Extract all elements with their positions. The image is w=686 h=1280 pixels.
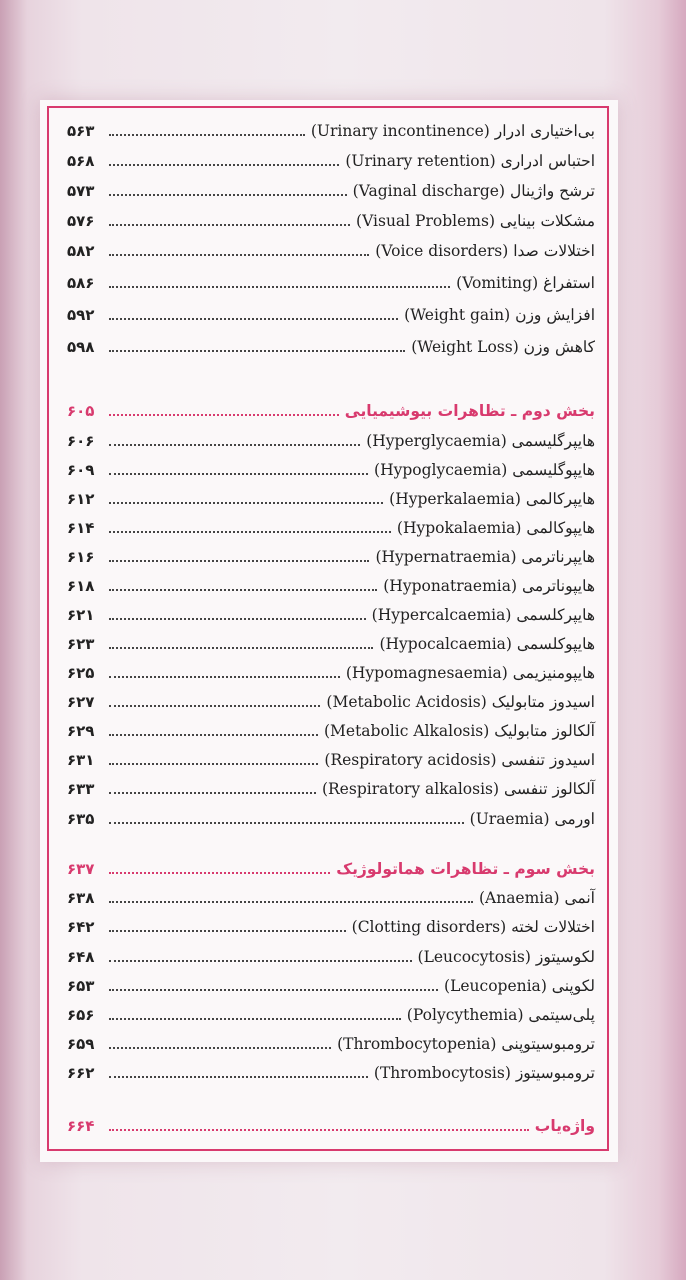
toc-entry-page: ۶۴۲ xyxy=(67,918,95,936)
toc-entry[interactable] xyxy=(67,658,595,688)
toc-entry[interactable] xyxy=(67,484,595,514)
toc-entry-title: هایپرناترمی (Hypernatraemia) xyxy=(375,548,595,566)
book-page xyxy=(40,100,618,1162)
toc-entry-page: ۵۸۶ xyxy=(67,274,95,292)
toc-glossary[interactable] xyxy=(67,1111,595,1141)
toc-entry[interactable] xyxy=(67,206,595,236)
toc-entry[interactable] xyxy=(67,883,595,913)
dot-leader xyxy=(109,676,340,678)
section-title: بخش دوم ـ تظاهرات بیوشیمیایی xyxy=(344,402,595,420)
dot-leader xyxy=(109,618,366,620)
toc-entry[interactable] xyxy=(67,300,595,330)
toc-entry-title: بی‌اختیاری ادرار (Urinary incontinence) xyxy=(310,122,595,140)
dot-leader xyxy=(109,224,350,226)
toc-entry-page: ۵۷۶ xyxy=(67,212,95,230)
toc-entry[interactable] xyxy=(67,426,595,456)
toc-entry[interactable] xyxy=(67,629,595,659)
toc-entry-page: ۶۱۸ xyxy=(67,577,95,595)
toc-entry[interactable] xyxy=(67,116,595,146)
toc-entry-title: هایپوکالمی (Hypokalaemia) xyxy=(396,519,595,537)
dot-leader xyxy=(109,473,368,475)
toc-entry[interactable] xyxy=(67,236,595,266)
toc-entry-title: لکوسیتوز (Leucocytosis) xyxy=(417,948,595,966)
toc-entry-title: هایپوگلیسمی (Hypoglycaemia) xyxy=(374,461,595,479)
toc-entry-page: ۶۲۵ xyxy=(67,664,95,682)
toc-entry-title: اسیدوز تنفسی (Respiratory acidosis) xyxy=(324,751,595,769)
toc-entry[interactable] xyxy=(67,455,595,485)
toc-entry[interactable] xyxy=(67,804,595,834)
toc-entry-page: ۶۰۹ xyxy=(67,461,95,479)
toc-entry-title: هایپرگلیسمی (Hyperglycaemia) xyxy=(366,432,595,450)
dot-leader xyxy=(109,1047,331,1049)
toc-entry-page: ۶۲۳ xyxy=(67,635,95,653)
toc-entry-page: ۶۲۷ xyxy=(67,693,95,711)
dot-leader xyxy=(109,502,383,504)
toc-entry-page: ۶۲۹ xyxy=(67,722,95,740)
toc-section-heading[interactable] xyxy=(67,396,595,426)
dot-leader xyxy=(109,763,318,765)
dot-leader xyxy=(109,318,398,320)
dot-leader xyxy=(109,822,464,824)
toc-entry-title: هایپوکلسمی (Hypocalcaemia) xyxy=(379,635,595,653)
dot-leader xyxy=(109,350,405,352)
dot-leader xyxy=(109,531,391,533)
dot-leader xyxy=(109,164,339,166)
toc-entry[interactable] xyxy=(67,542,595,572)
toc-entry-title: لکوپنی (Leucopenia) xyxy=(444,977,595,995)
dot-leader xyxy=(109,872,330,874)
toc-entry-title: اختلالات لخته (Clotting disorders) xyxy=(351,918,595,936)
toc-entry-title: آلکالوز متابولیک (Metabolic Alkalosis) xyxy=(323,722,595,740)
toc-entry-title: هایپوناترمی (Hyponatraemia) xyxy=(383,577,595,595)
section-page: ۶۰۵ xyxy=(67,402,95,420)
toc-entry-title: کاهش وزن (Weight Loss) xyxy=(411,338,595,356)
toc-entry-title: آنمی (Anaemia) xyxy=(478,889,595,907)
glossary-title: واژه‌یاب xyxy=(534,1117,595,1135)
toc-entry-page: ۵۹۲ xyxy=(67,306,95,324)
toc-entry-page: ۶۲۱ xyxy=(67,606,95,624)
toc-entry-page: ۶۵۶ xyxy=(67,1006,95,1024)
toc-entry-page: ۶۳۱ xyxy=(67,751,95,769)
toc-entry-page: ۶۶۲ xyxy=(67,1064,95,1082)
toc-entry-page: ۶۱۴ xyxy=(67,519,95,537)
toc-entry-page: ۶۴۸ xyxy=(67,948,95,966)
toc-entry-page: ۶۳۸ xyxy=(67,889,95,907)
toc-entry[interactable] xyxy=(67,1029,595,1059)
toc-entry-title: اسیدوز متابولیک (Metabolic Acidosis) xyxy=(326,693,595,711)
dot-leader xyxy=(109,1129,529,1131)
dot-leader xyxy=(109,194,347,196)
toc-entry-title: پلی‌سیتمی (Polycythemia) xyxy=(406,1006,595,1024)
toc-entry[interactable] xyxy=(67,745,595,775)
toc-entry-title: ترشح واژینال (Vaginal discharge) xyxy=(352,182,595,200)
toc-entry[interactable] xyxy=(67,571,595,601)
toc-entry[interactable] xyxy=(67,332,595,362)
toc-entry-page: ۵۹۸ xyxy=(67,338,95,356)
toc-entry[interactable] xyxy=(67,1000,595,1030)
dot-leader xyxy=(109,414,339,416)
toc-entry-title: ترومبوسیتوز (Thrombocytosis) xyxy=(373,1064,595,1082)
dot-leader xyxy=(109,960,412,962)
toc-entry-title: احتباس ادراری (Urinary retention) xyxy=(345,152,595,170)
toc-entry-page: ۶۰۶ xyxy=(67,432,95,450)
dot-leader xyxy=(109,254,369,256)
toc-entry[interactable] xyxy=(67,268,595,298)
dot-leader xyxy=(109,901,473,903)
toc-entry-page: ۶۳۵ xyxy=(67,810,95,828)
toc-entry-title: هایپومنیزیمی (Hypomagnesaemia) xyxy=(345,664,595,682)
toc-entry[interactable] xyxy=(67,774,595,804)
toc-entry-page: ۵۶۳ xyxy=(67,122,95,140)
toc-entry[interactable] xyxy=(67,716,595,746)
dot-leader xyxy=(109,589,377,591)
toc-entry[interactable] xyxy=(67,513,595,543)
toc-entry-page: ۵۸۲ xyxy=(67,242,95,260)
toc-entry-page: ۶۱۲ xyxy=(67,490,95,508)
toc-entry-page: ۵۷۳ xyxy=(67,182,95,200)
toc-entry[interactable] xyxy=(67,942,595,972)
toc-entry[interactable] xyxy=(67,176,595,206)
dot-leader xyxy=(109,989,438,991)
toc-entry-page: ۶۵۹ xyxy=(67,1035,95,1053)
dot-leader xyxy=(109,444,360,446)
dot-leader xyxy=(109,134,305,136)
dot-leader xyxy=(109,1076,368,1078)
dot-leader xyxy=(109,705,320,707)
toc-entry-page: ۶۵۳ xyxy=(67,977,95,995)
toc-entry-page: ۶۳۳ xyxy=(67,780,95,798)
toc-entry[interactable] xyxy=(67,912,595,942)
toc-entry-title: ترومبوسیتوپنی (Thrombocytopenia) xyxy=(337,1035,595,1053)
toc-entry-title: استفراغ (Vomiting) xyxy=(456,274,595,292)
dot-leader xyxy=(109,792,316,794)
toc-entry-title: هایپرکالمی (Hyperkalaemia) xyxy=(389,490,595,508)
toc-entry-title: آلکالوز تنفسی (Respiratory alkalosis) xyxy=(321,780,595,798)
dot-leader xyxy=(109,286,450,288)
section-page: ۶۳۷ xyxy=(67,860,95,878)
glossary-page: ۶۶۴ xyxy=(67,1117,95,1135)
page-border-frame xyxy=(47,106,609,1151)
toc-section-heading[interactable] xyxy=(67,854,595,884)
toc-entry-title: افزایش وزن (Weight gain) xyxy=(404,306,595,324)
toc-entry[interactable] xyxy=(67,146,595,176)
toc-entry-title: اورمی (Uraemia) xyxy=(469,810,595,828)
dot-leader xyxy=(109,647,373,649)
toc-entry[interactable] xyxy=(67,1058,595,1088)
toc-entry-page: ۶۱۶ xyxy=(67,548,95,566)
toc-entry[interactable] xyxy=(67,687,595,717)
dot-leader xyxy=(109,1018,401,1020)
dot-leader xyxy=(109,930,346,932)
toc-entry[interactable] xyxy=(67,971,595,1001)
dot-leader xyxy=(109,734,318,736)
toc-entry[interactable] xyxy=(67,600,595,630)
toc-entry-page: ۵۶۸ xyxy=(67,152,95,170)
toc-entry-title: مشکلات بینایی (Visual Problems) xyxy=(356,212,595,230)
dot-leader xyxy=(109,560,369,562)
section-title: بخش سوم ـ تظاهرات هماتولوژیک xyxy=(336,860,595,878)
toc-entry-title: هایپرکلسمی (Hypercalcaemia) xyxy=(371,606,595,624)
toc-entry-title: اختلالات صدا (Voice disorders) xyxy=(375,242,595,260)
